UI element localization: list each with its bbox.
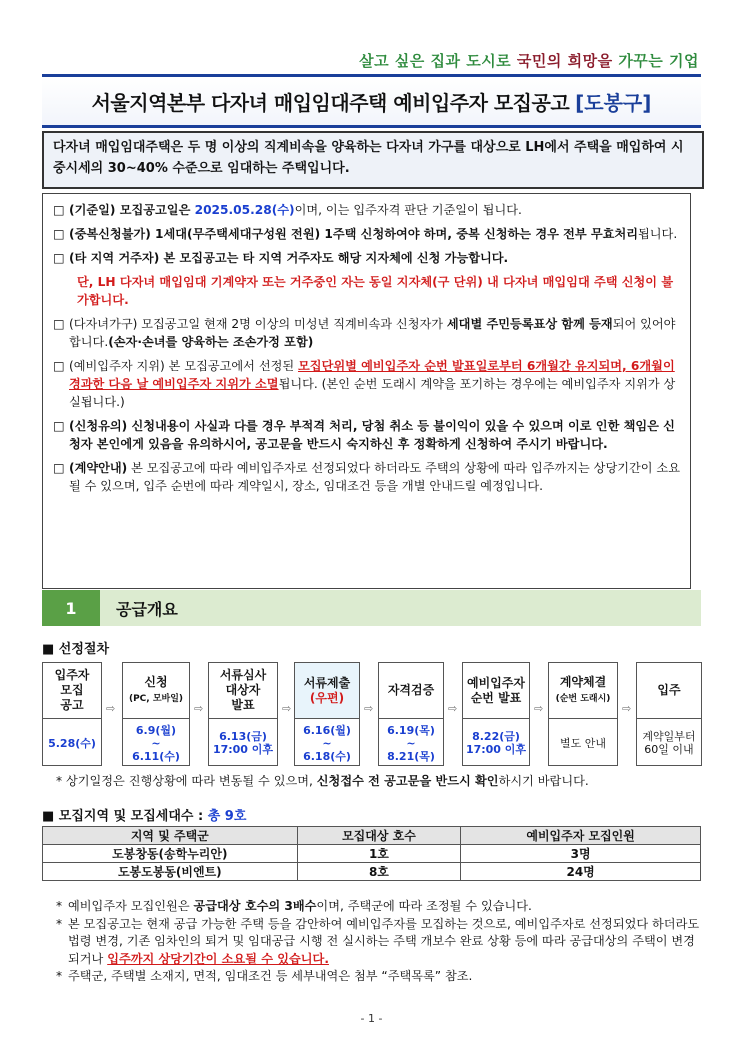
step-title: 입주 <box>637 663 701 719</box>
procedure-heading: ■ 선정절차 <box>42 642 110 657</box>
checkbox-icon: □ <box>53 419 65 433</box>
table-header: 지역 및 주택군 <box>43 827 298 845</box>
table-header-row <box>43 827 701 845</box>
step-doc-review <box>208 662 278 766</box>
checkbox-icon: □ <box>53 359 65 373</box>
supply-notes <box>56 898 701 986</box>
table-row <box>43 845 701 863</box>
step-date: 6.9(월) ~ 6.11(수) <box>132 723 180 763</box>
procedure-flow <box>42 662 705 766</box>
units-total: 총 9호 <box>207 809 247 824</box>
section-header <box>42 590 701 626</box>
section-title: 공급개요 <box>116 599 178 619</box>
step-contract <box>548 662 618 766</box>
slogan-part3: 가꾸는 기업 <box>618 52 699 70</box>
step-date: 계약일부터 60일 이내 <box>642 730 696 756</box>
table-cell: 3명 <box>461 845 701 863</box>
intro-box: 다자녀 매입임대주택은 두 명 이상의 직계비속을 양육하는 다자녀 가구를 대상으로 LH에서 주택을 매입하여 시중시세의 30~40% 수준으로 임대하는 주택입니다. <box>42 131 704 189</box>
arrow-icon: ⇨ <box>194 702 204 715</box>
slogan-part1: 살고 싶은 집과 도시로 <box>359 52 512 70</box>
units-table <box>42 826 701 881</box>
notice-item-caution: □ (신청유의) 신청내용이 사실과 다를 경우 부적격 처리, 당첨 취소 등 불이익이 있을 수 있으며 이로 인한 책임은 신청자 본인에게 있음을 유의하시어, 공고문을 반드시 숙지하신 후 정확하게 신청하여 주시기 바랍니다. <box>53 419 675 451</box>
section-number: 1 <box>42 590 100 626</box>
note-item: * 주택군, 주택별 소재지, 면적, 임대조건 등 세부내역은 첨부 “주택목록” 참조. <box>56 969 473 983</box>
schedule-note: * 상기일정은 진행상황에 따라 변동될 수 있으며, 신청접수 전 공고문을 반드시 확인하시기 바랍니다. <box>56 774 589 788</box>
table-header: 예비입주자 모집인원 <box>461 827 701 845</box>
notice-item-other-region: □ (타 지역 거주자) 본 모집공고는 타 지역 거주자도 해당 지자체에 신청 가능합니다. <box>53 251 509 265</box>
notice-item-other-region-warning: 단, LH 다자녀 매입임대 기계약자 또는 거주중인 자는 동일 지자체(구 단위) 내 다자녀 매입임대 주택 신청이 불가합니다. <box>77 275 674 307</box>
arrow-icon: ⇨ <box>282 702 292 715</box>
page-number: - 1 - <box>360 1012 383 1025</box>
step-date: 6.19(목) ~ 8.21(목) <box>387 723 435 763</box>
checkbox-icon: □ <box>53 203 65 217</box>
notice-box <box>42 193 691 589</box>
step-title: 자격검증 <box>379 663 443 719</box>
checkbox-icon: □ <box>53 461 65 475</box>
table-cell: 1호 <box>297 845 461 863</box>
notice-item-duplicate: □ (중복신청불가) 1세대(무주택세대구성원 전원) 1주택 신청하여야 하며, 중복 신청하는 경우 전부 무효처리됩니다. <box>53 227 678 241</box>
arrow-icon: ⇨ <box>534 702 544 715</box>
checkbox-icon: □ <box>53 317 65 331</box>
step-date: 별도 안내 <box>559 736 606 750</box>
step-date: 5.28(수) <box>48 736 96 750</box>
announcement-date: 2025.05.28(수) <box>194 203 295 217</box>
slogan <box>359 50 699 71</box>
step-date: 6.16(월) ~ 6.18(수) <box>303 723 351 763</box>
notice-item-reserve-status: □ (예비입주자 지위) 본 모집공고에서 선정된 모집단위별 예비입주자 순번 발표일로부터 6개월간 유지되며, 6개월이 경과한 다음 날 예비입주자 지위가 소멸됩니다. (본인 순번 도래시 계약을 포기하는 경우에는 예비입주자 지위가 상실됩니다.) <box>53 359 676 409</box>
arrow-icon: ⇨ <box>448 702 458 715</box>
step-ranking <box>462 662 530 766</box>
step-title: 서류제출 (우편) <box>295 663 359 719</box>
step-verification <box>378 662 444 766</box>
notice-item-multi-child: □ (다자녀가구) 모집공고일 현재 2명 이상의 미성년 직계비속과 신청자가 세대별 주민등록표상 함께 등재되어 있어야 합니다.(손자·손녀를 양육하는 조손가정 포함) <box>53 317 676 349</box>
units-heading: ■ 모집지역 및 모집세대수 : 총 9호 <box>42 809 247 824</box>
arrow-icon: ⇨ <box>106 702 116 715</box>
step-title: 계약체결 (순번 도래시) <box>549 663 617 719</box>
step-title: 예비입주자 순번 발표 <box>463 663 529 719</box>
table-cell: 8호 <box>297 863 461 881</box>
notice-item-base-date: □ (기준일) 모집공고일은 2025.05.28(수)이며, 이는 입주자격 판단 기준일이 됩니다. <box>53 203 522 217</box>
step-date: 8.22(금) 17:00 이후 <box>465 730 527 756</box>
table-header: 모집대상 호수 <box>297 827 461 845</box>
title-bar <box>42 74 701 128</box>
step-date: 6.13(금) 17:00 이후 <box>212 730 274 756</box>
checkbox-icon: □ <box>53 251 65 265</box>
table-row <box>43 863 701 881</box>
page-title-region: [도봉구] <box>575 90 652 115</box>
checkbox-icon: □ <box>53 227 65 241</box>
step-announcement <box>42 662 102 766</box>
page-title: 서울지역본부 다자녀 매입임대주택 예비입주자 모집공고 <box>91 90 570 115</box>
step-title: 신청 (PC, 모바일) <box>123 663 189 719</box>
note-item: * 본 모집공고는 현재 공급 가능한 주택 등을 감안하여 예비입주자를 모집하는 것으로, 예비입주자로 선정되었다 하더라도 법령 변경, 기존 임차인의 퇴거 및 임대공급 시행 전 실시하는 주택 개보수 완료 상황 등에 따라 공급대상의 주택이 변경되거나 입주까지 상당기간이 소요될 수 있습니다. <box>56 916 700 966</box>
table-cell: 24명 <box>461 863 701 881</box>
notice-item-contract: □ (계약안내) 본 모집공고에 따라 예비입주자로 선정되었다 하더라도 주택의 상황에 따라 입주까지는 상당기간이 소요될 수 있으며, 입주 순번에 따라 계약일시, 장소, 임대조건 등을 개별 안내드릴 예정입니다. <box>53 461 680 493</box>
arrow-icon: ⇨ <box>622 702 632 715</box>
step-doc-submit <box>294 662 360 766</box>
step-move-in <box>636 662 702 766</box>
table-cell: 도봉창동(송학누리안) <box>43 845 298 863</box>
step-apply <box>122 662 190 766</box>
slogan-part2: 국민의 희망을 <box>516 52 613 70</box>
table-cell: 도봉도봉동(비엔트) <box>43 863 298 881</box>
note-item: * 예비입주자 모집인원은 공급대상 호수의 3배수이며, 주택군에 따라 조정될 수 있습니다. <box>56 899 532 913</box>
arrow-icon: ⇨ <box>364 702 374 715</box>
step-title: 서류심사 대상자 발표 <box>209 663 277 719</box>
step-title: 입주자 모집 공고 <box>43 663 101 719</box>
